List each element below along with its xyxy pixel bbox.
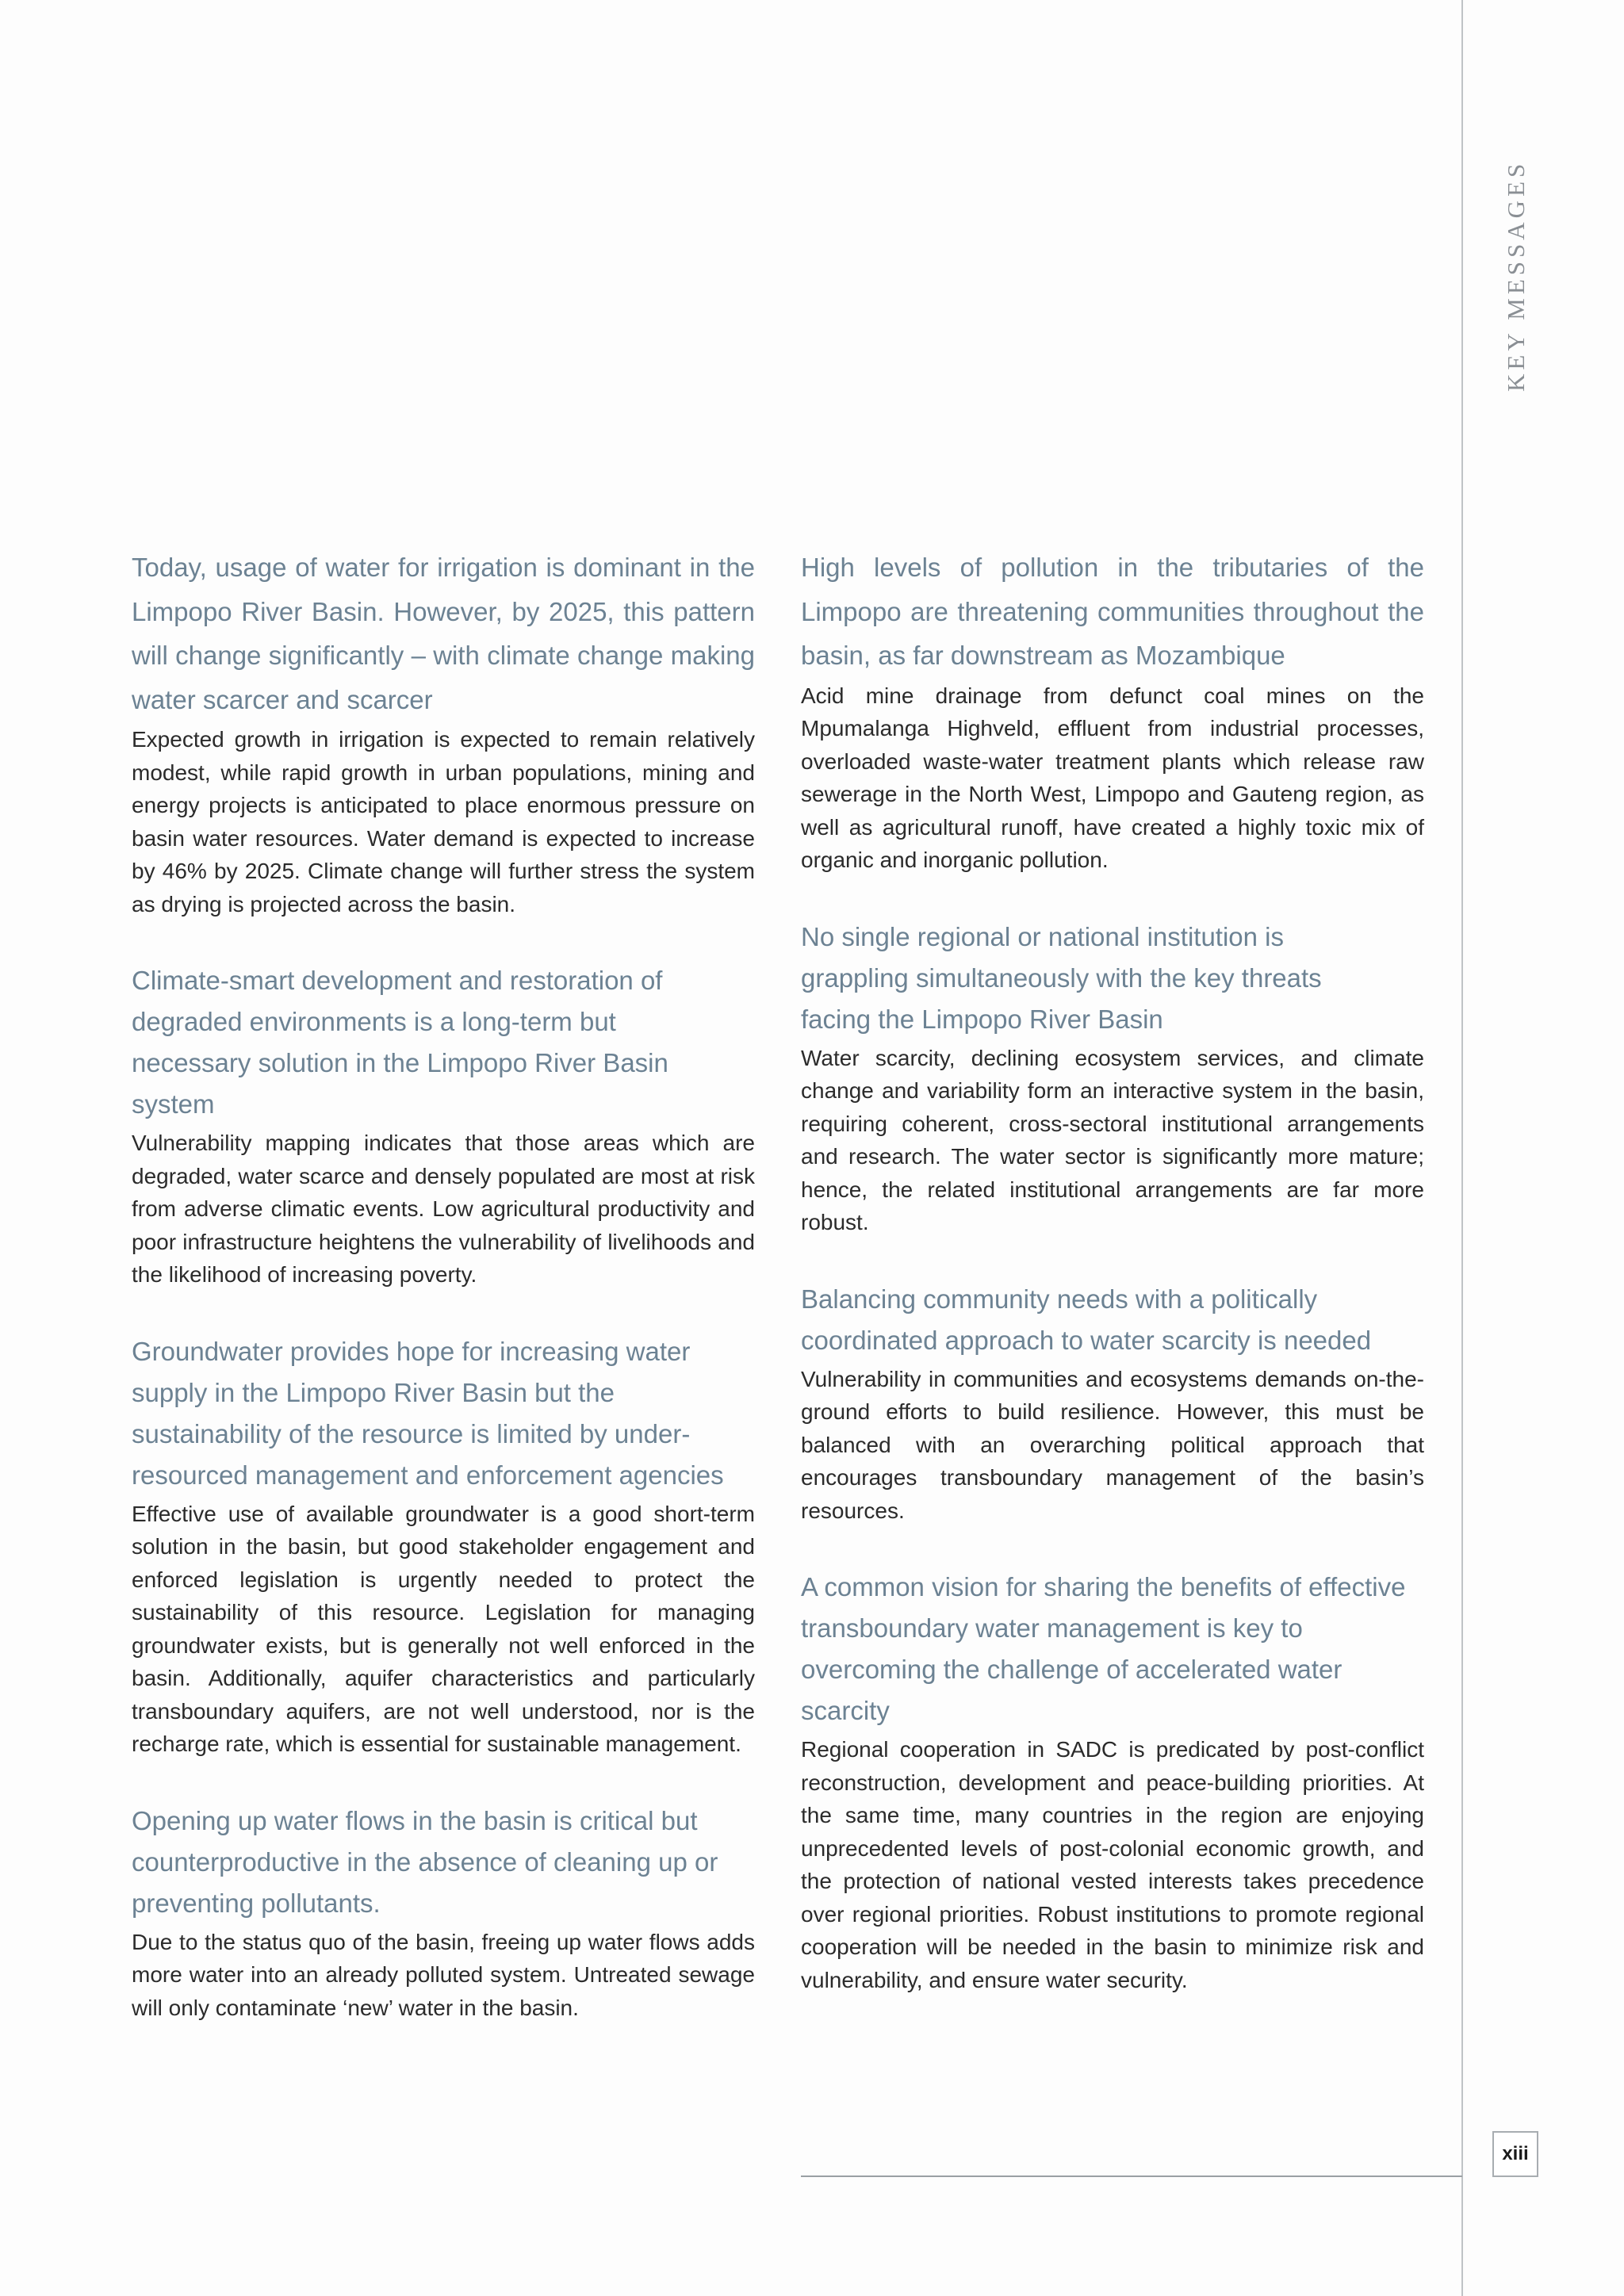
section-heading: Today, usage of water for irrigation is dominant in the Limpopo River Basin. However, by 2025, this pattern will change significantly – with climate change making water scarcer and scarcer bbox=[132, 553, 755, 714]
section-heading: No single regional or national institution is grappling simultaneously with the key threats facing the Limpopo River Basin bbox=[801, 921, 1322, 1034]
bottom-rule-line bbox=[801, 2175, 1462, 2177]
key-message-community-needs bbox=[801, 1279, 1424, 1528]
section-heading: High levels of pollution in the tributaries of the Limpopo are threatening communities throughout the basin, as far downstream as Mozambique bbox=[801, 553, 1424, 670]
section-heading: Opening up water flows in the basin is critical but counterproductive in the absence of cleaning up or preventing pollutants. bbox=[132, 1805, 718, 1918]
section-body: Expected growth in irrigation is expected to remain relatively modest, while rapid growth in urban populations, mining and energy projects is anticipated to place enormous pressure on basin water resources. Water demand is expected to increase by 46% by 2025. Climate change will further stress the system as drying is projected across the basin. bbox=[132, 727, 755, 916]
key-message-common-vision bbox=[801, 1567, 1424, 1996]
key-message-pollution bbox=[801, 545, 1424, 877]
section-body: Water scarcity, declining ecosystem services, and climate change and variability form an interactive system in the basin, requiring coherent, cross-sectoral institutional arrangements and research. The water sector is significantly more mature; hence, the related institutional arrangements are far more robust. bbox=[801, 1045, 1424, 1234]
section-body: Effective use of available groundwater is a good short-term solution in the basin, but good stakeholder engagement and enforced legislation is urgently needed to protect the sustainability of this resource. Legislation for managing groundwater exists, but is generally not well enforced in the basin. Additionally, aquifer characteristics and particularly transboundary aquifers, are not well understood, nor is the recharge rate, which is essential for sustainable management. bbox=[132, 1501, 755, 1756]
key-message-water-flows bbox=[132, 1800, 755, 2025]
section-heading: A common vision for sharing the benefits of effective transboundary water management is key to overcoming the challenge of accelerated water scarcity bbox=[801, 1572, 1406, 1725]
side-section-title: KEY MESSAGES bbox=[1502, 159, 1530, 392]
key-message-climate-smart bbox=[132, 960, 755, 1292]
left-column bbox=[132, 545, 755, 2064]
vertical-divider-line bbox=[1461, 0, 1463, 2296]
section-body: Regional cooperation in SADC is predicated by post-conflict reconstruction, development and peace-building priorities. At the same time, many countries in the region are enjoying unprecedented levels of post-colonial economic growth, and the protection of national vested interests takes precedence over regional priorities. Robust institutions to promote regional cooperation will be needed in the basin to minimize risk and vulnerability, and ensure water security. bbox=[801, 1737, 1424, 1992]
page-number: xiii bbox=[1492, 2131, 1538, 2177]
section-body: Vulnerability in communities and ecosystems demands on-the-ground efforts to build resilience. However, this must be balanced with an overarching political approach that encourages transboundary management of the basin’s resources. bbox=[801, 1366, 1424, 1523]
right-column bbox=[801, 545, 1424, 2036]
section-heading: Balancing community needs with a politically coordinated approach to water scarcity is needed bbox=[801, 1284, 1372, 1355]
section-body: Due to the status quo of the basin, freeing up water flows adds more water into an already polluted system. Untreated sewage will only contaminate ‘new’ water in the basin. bbox=[132, 1929, 755, 2020]
section-heading: Climate-smart development and restoration of degraded environments is a long-term but necessary solution in the Limpopo River Basin system bbox=[132, 966, 668, 1119]
key-message-institutions bbox=[801, 916, 1424, 1239]
section-heading: Groundwater provides hope for increasing water supply in the Limpopo River Basin but the sustainability of the resource is limited by under-resourced management and enforcement agencies bbox=[132, 1336, 724, 1490]
section-body: Vulnerability mapping indicates that those areas which are degraded, water scarce and densely populated are most at risk from adverse climatic events. Low agricultural productivity and poor infrastructure heightens the vulnerability of livelihoods and the likelihood of increasing poverty. bbox=[132, 1131, 755, 1287]
section-body: Acid mine drainage from defunct coal mines on the Mpumalanga Highveld, effluent from industrial processes, overloaded waste-water treatment plants which release raw sewerage in the North West, Limpopo and Gauteng region, as well as agricultural runoff, have created a highly toxic mix of organic and inorganic pollution. bbox=[801, 683, 1424, 872]
key-message-groundwater bbox=[132, 1331, 755, 1761]
key-message-irrigation bbox=[132, 545, 755, 920]
